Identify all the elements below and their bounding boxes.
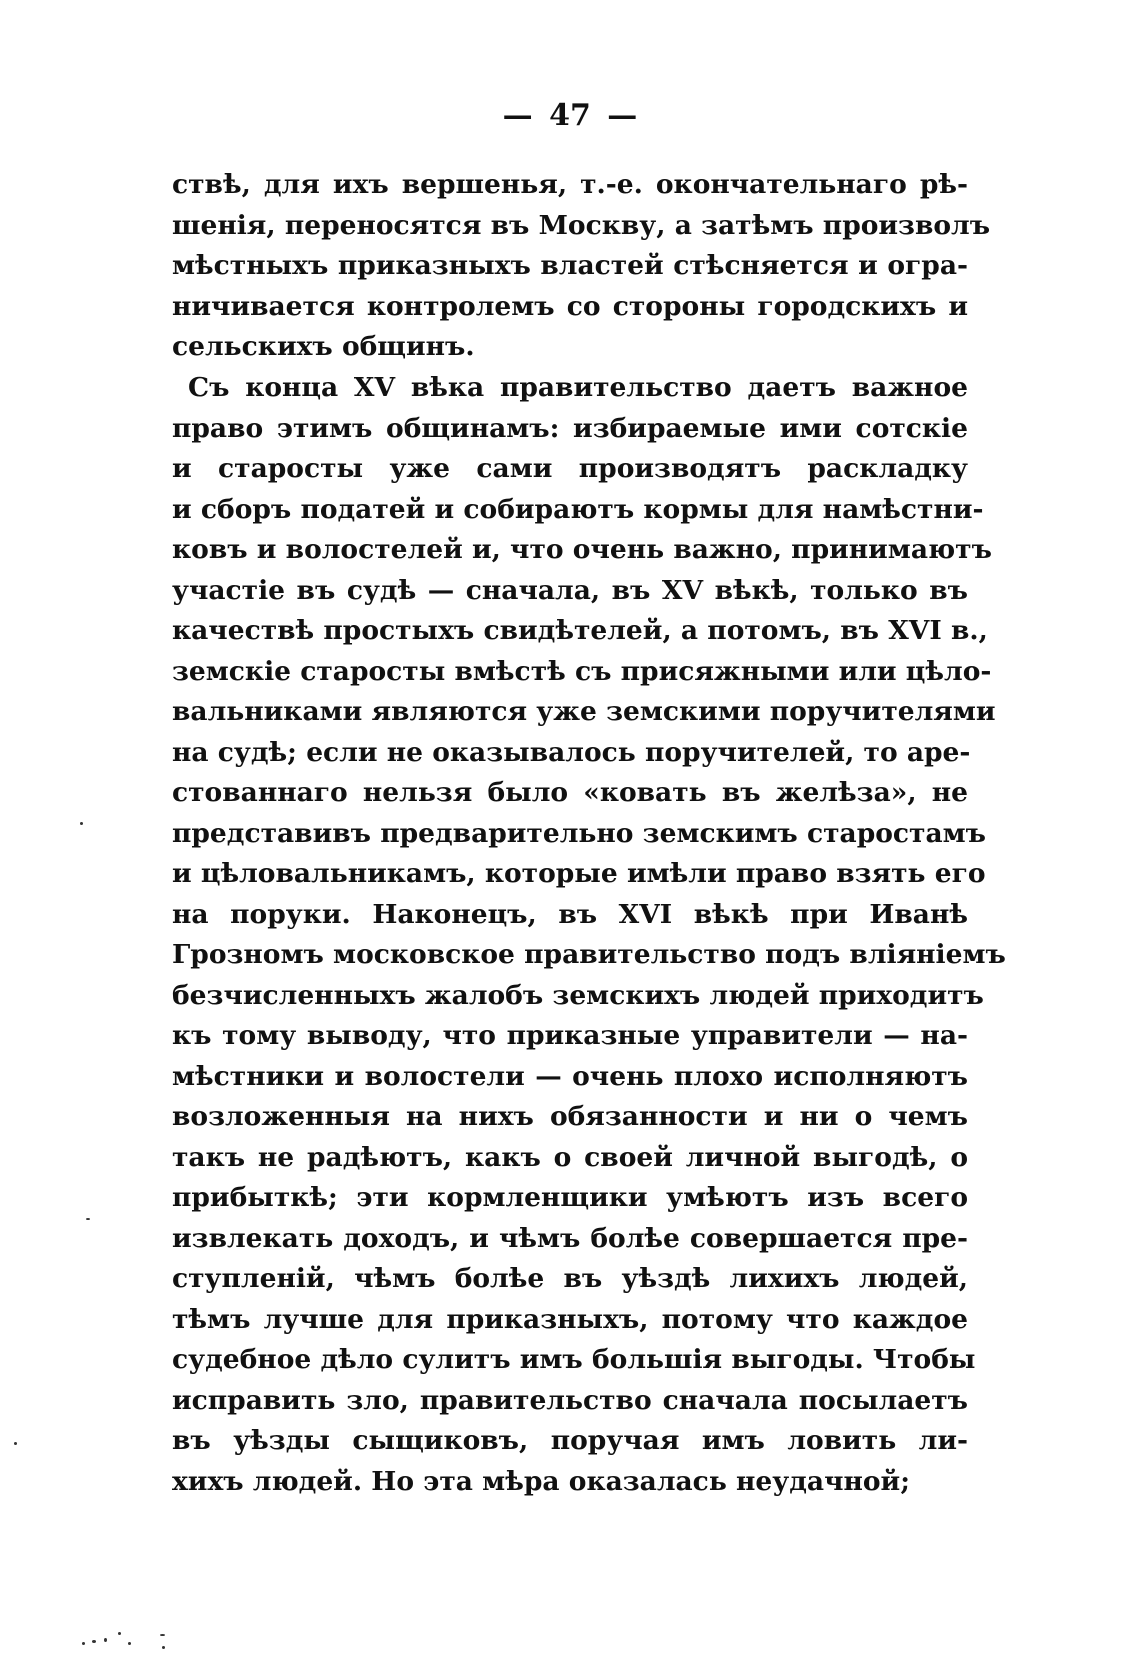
text-line: шенія, переносятся въ Москву, а затѣмъ произволъ — [172, 209, 991, 241]
text-line: ничивается контролемъ со стороны городскихъ и — [172, 290, 968, 322]
scan-speck — [80, 822, 83, 825]
text-line: стованнаго нельзя было «ковать въ желѣза», не — [172, 777, 968, 808]
text-line: ступленій, чѣмъ болѣе въ уѣздѣ лихихъ людей, — [172, 1263, 968, 1294]
text-line: къ тому выводу, что приказные управители — на- — [172, 1020, 968, 1051]
text-line: качествѣ простыхъ свидѣтелей, а потомъ, въ XVI в., — [172, 615, 988, 646]
text-line: земскіе старосты вмѣстѣ съ присяжными или цѣло- — [172, 655, 992, 687]
text-line: и старосты уже сами производятъ раскладку — [172, 453, 968, 484]
text-line: право этимъ общинамъ: избираемые ими сотскіе — [172, 412, 968, 444]
text-line: возложенныя на нихъ обязанности и ни о чемъ — [172, 1101, 968, 1132]
text-line: судебное дѣло сулитъ имъ большія выгоды. Чтобы — [172, 1344, 976, 1375]
paragraph-main — [172, 368, 1006, 1502]
scan-speck — [118, 1632, 121, 1635]
text-line: тѣмъ лучше для приказныхъ, потому что каждое — [172, 1303, 968, 1335]
text-line: на поруки. Наконецъ, въ XVI вѣкѣ при Иванѣ — [172, 898, 968, 930]
text-line: такъ не радѣютъ, какъ о своей личной выгодѣ, о — [172, 1141, 968, 1173]
text-line: и сборъ податей и собираютъ кормы для намѣстни- — [172, 493, 984, 525]
text-line: ковъ и волостелей и, что очень важно, принимаютъ — [172, 534, 992, 565]
scan-speck — [92, 1640, 96, 1643]
text-line: мѣстныхъ приказныхъ властей стѣсняется и огра- — [172, 250, 968, 281]
text-line: въ уѣзды сыщиковъ, поручая имъ ловить ли- — [172, 1425, 968, 1456]
text-line: сельскихъ общинъ. — [172, 331, 475, 362]
text-line: представивъ предварительно земскимъ старостамъ — [172, 817, 986, 849]
paragraph-continuation — [172, 165, 991, 368]
text-line: ствѣ, для ихъ вершенья, т.-е. окончательнаго рѣ- — [172, 169, 968, 200]
text-line: Грозномъ московское правительство подъ вліяніемъ — [172, 939, 1006, 970]
text-line: исправить зло, правительство сначала посылаетъ — [172, 1384, 968, 1416]
text-line: мѣстники и волостели — очень плохо исполняютъ — [172, 1060, 968, 1092]
text-line: Съ конца XV вѣка правительство даетъ важное — [188, 372, 968, 403]
scan-speck — [160, 1634, 165, 1636]
text-line: участіе въ судѣ — сначала, въ XV вѣкѣ, только въ — [172, 574, 968, 606]
scan-speck — [14, 1442, 17, 1445]
scan-speck — [162, 1646, 165, 1649]
text-line: прибыткѣ; эти кормленщики умѣютъ изъ всего — [172, 1182, 968, 1213]
page-number: — 47 — — [502, 98, 638, 133]
scan-speck — [104, 1638, 107, 1642]
text-line: извлекать доходъ, и чѣмъ болѣе совершается пре- — [172, 1222, 968, 1254]
text-line: на судѣ; если не оказывалось поручителей, то аре- — [172, 736, 971, 768]
text-line: и цѣловальникамъ, которые имѣли право взять его — [172, 858, 986, 889]
scan-speck — [86, 1218, 90, 1220]
text-line: безчисленныхъ жалобъ земскихъ людей приходитъ — [172, 979, 984, 1011]
scan-speck — [128, 1642, 131, 1645]
scan-speck — [82, 1642, 85, 1645]
text-line: хихъ людей. Но эта мѣра оказалась неудачной; — [172, 1465, 910, 1497]
text-line: вальниками являются уже земскими поручителями — [172, 696, 996, 727]
